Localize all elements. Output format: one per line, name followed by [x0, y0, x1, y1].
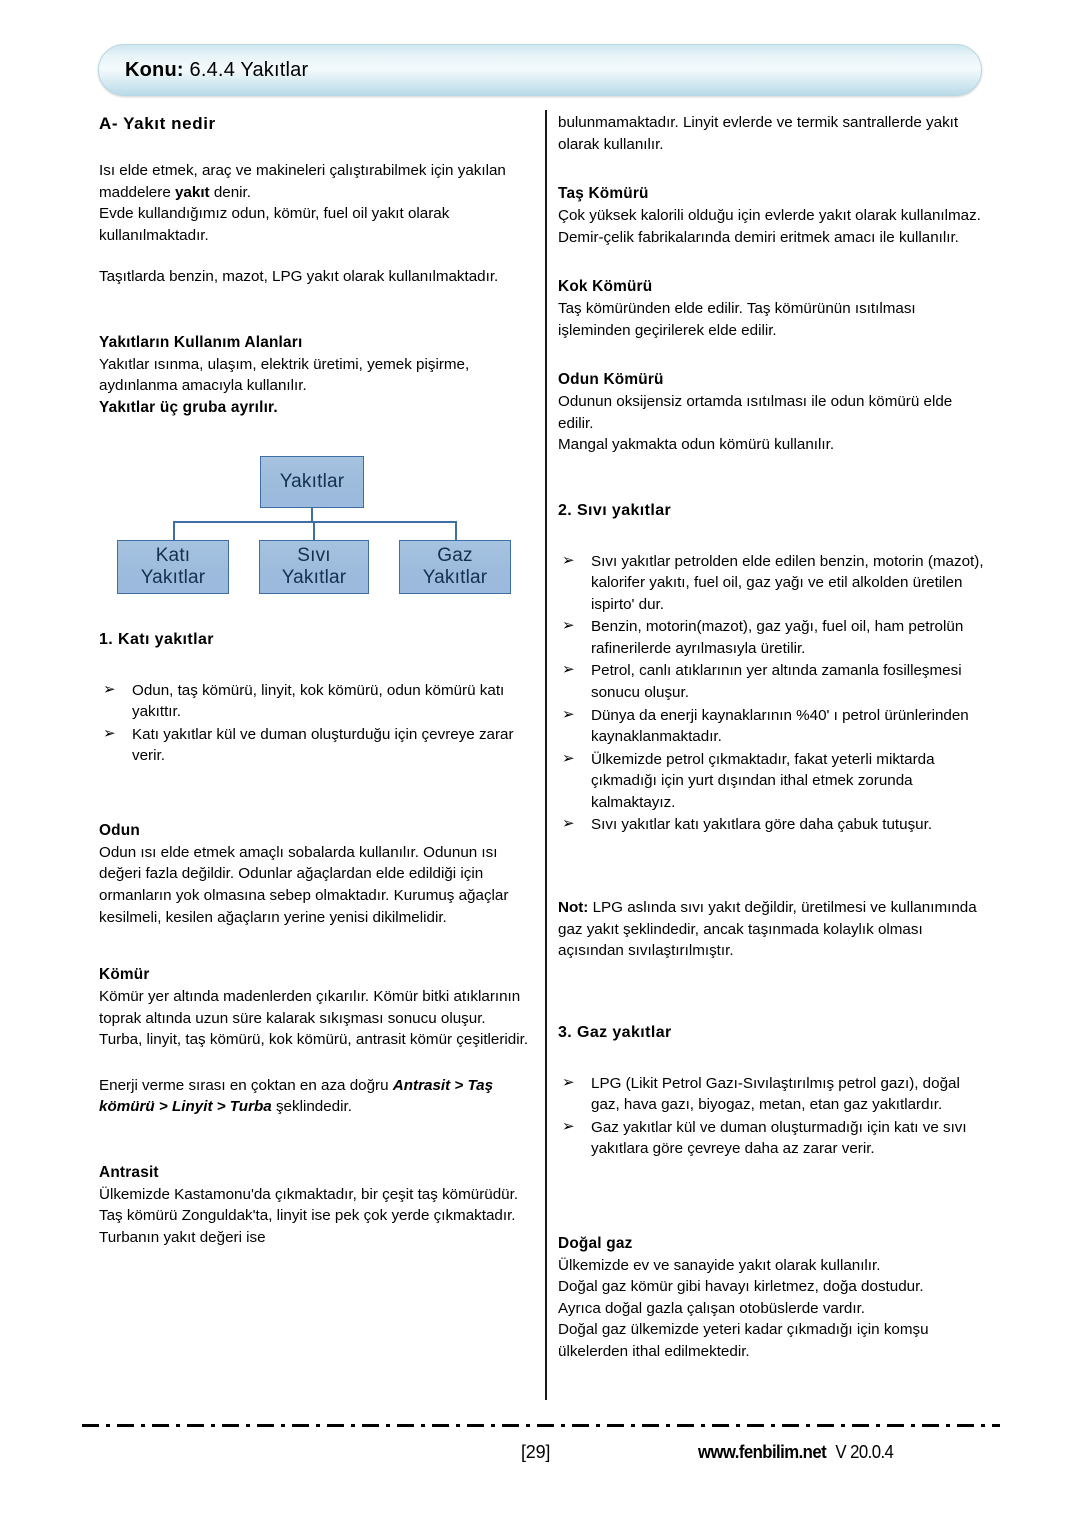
list-item-text: Gaz yakıtlar kül ve duman oluşturmadığı için katı ve sıvı yakıtlara göre çevreye daha az zarar verir. — [591, 1118, 967, 1158]
yakit-bold-term: yakıt — [174, 183, 210, 201]
usage-areas-title: Yakıtların Kullanım Alanları — [99, 334, 303, 352]
footer-divider — [82, 1424, 1000, 1427]
list-item — [99, 724, 529, 767]
column-divider — [545, 110, 547, 1400]
arrow-bullet-icon: ➢ — [562, 1117, 575, 1135]
list-item — [558, 814, 990, 836]
diagram-node-gaz-label — [423, 545, 488, 590]
diagram-node-kati-label — [141, 545, 206, 590]
list-item — [558, 1073, 990, 1116]
list-item — [558, 1117, 990, 1160]
dogalgaz-title: Doğal gaz — [558, 1234, 633, 1252]
topic-value: 6.4.4 Yakıtlar — [189, 58, 309, 81]
site-url: www.fenbilim.net — [698, 1442, 827, 1462]
arrow-bullet-icon: ➢ — [562, 705, 575, 723]
note-label: Not: — [558, 899, 589, 917]
diagram-node-gaz-line2: Yakıtlar — [422, 566, 488, 588]
version-label: V 20.0.4 — [835, 1442, 894, 1462]
diagram-node-gaz-line1: Gaz — [437, 544, 473, 566]
topic-header-bar — [98, 44, 982, 96]
arrow-bullet-icon: ➢ — [562, 661, 575, 679]
energy-order-suffix: şeklindedir. — [271, 1098, 352, 1116]
list-item — [558, 705, 990, 748]
diagram-node-kati-line2: Yakıtlar — [140, 566, 206, 588]
komur-text: Kömür yer altında madenlerden çıkarılır. Kömür bitki atıklarının toprak altında uzun süre kalarak sıkışması sonucu oluşur. Turba, linyit, taş kömürü, kok kömürü, antrasit kömür çeşitleridir. — [99, 988, 529, 1049]
list-item-text: Katı yakıtlar kül ve duman oluşturduğu için çevreye zarar verir. — [132, 725, 514, 765]
arrow-bullet-icon: ➢ — [103, 724, 116, 742]
list-item-text: LPG (Likit Petrol Gazı-Sıvılaştırılmış petrol gazı), doğal gaz, hava gazı, biyogaz, metan, etan gaz yakıtlardır. — [591, 1074, 960, 1114]
list-item-text: Sıvı yakıtlar petrolden elde edilen benzin, motorin (mazot), kalorifer yakıtı, fuel oil, gaz yağı ve etil alkolden üretilen ispirto' dur. — [591, 552, 984, 613]
diagram-node-kati-line1: Katı — [155, 544, 191, 566]
intro-p1-part-a: Isı elde etmek, araç ve makineleri çalıştırabilmek için yakılan maddelere — [99, 162, 506, 201]
site-credit — [698, 1442, 893, 1463]
odun-text: Odun ısı elde etmek amaçlı sobalarda kullanılır. Odunun ısı değeri fazla değildir. Odunlar ağaçlardan elde edildiği için ormanların yok olmasına sebep olmaktadır. Kurumuş ağaçlar kesilmeli, kesilen ağaçların yerine yenisi dikilmelidir. — [99, 843, 509, 926]
diagram-node-gaz-yakitlar — [399, 540, 511, 594]
gas-fuels-title: 3. Gaz yakıtlar — [558, 1023, 672, 1041]
dogalgaz-line-2: Doğal gaz kömür gibi havayı kirletmez, doğa dostudur. — [558, 1278, 924, 1296]
arrow-bullet-icon: ➢ — [103, 680, 116, 698]
left-column — [99, 112, 529, 1249]
usage-areas-text: Yakıtlar ısınma, ulaşım, elektrik üretimi, yemek pişirme, aydınlanma amacıyla kullanılır. — [99, 355, 470, 395]
arrow-bullet-icon: ➢ — [562, 749, 575, 767]
diagram-node-sivi-line1: Sıvı — [297, 544, 331, 566]
energy-order-sequence: Antrasit > Taş kömürü > Linyit > Turba — [99, 1076, 494, 1116]
diagram-node-sivi-label — [282, 545, 347, 590]
topic-header — [98, 44, 982, 96]
list-item — [558, 749, 990, 814]
diagram-connector-child-1 — [173, 521, 175, 540]
section-a-title: A- Yakıt nedir — [99, 114, 216, 133]
diagram-connector-root — [311, 508, 313, 522]
diagram-node-sivi-line2: Yakıtlar — [281, 566, 347, 588]
solid-fuels-title: 1. Katı yakıtlar — [99, 630, 214, 648]
note-text: LPG aslında sıvı yakıt değildir, üretilmesi ve kullanımında gaz yakıt şeklindedir, ancak taşınmada kolaylık olması açısından sıvılaştırılmıştır. — [558, 899, 977, 960]
odun-komuru-text-2: Mangal yakmakta odun kömürü kullanılır. — [558, 436, 835, 454]
tas-komuru-title: Taş Kömürü — [558, 185, 649, 203]
energy-order-paragraph — [99, 1075, 529, 1118]
odun-title: Odun — [99, 821, 140, 839]
gas-fuels-list — [558, 1073, 990, 1160]
list-item-text: Benzin, motorin(mazot), gaz yağı, fuel oil, ham petrolün rafinerilerde ayrılmasıyla üretilir. — [591, 618, 964, 657]
dogalgaz-line-3: Ayrıca doğal gazla çalışan otobüslerde vardır. — [558, 1299, 866, 1317]
diagram-connector-child-2 — [313, 521, 315, 540]
continued-text: bulunmamaktadır. Linyit evlerde ve termik santrallerde yakıt olarak kullanılır. — [558, 114, 959, 153]
intro-p1-part-b: denir. — [209, 183, 251, 201]
arrow-bullet-icon: ➢ — [562, 815, 575, 833]
antrasit-title: Antrasit — [99, 1163, 159, 1181]
fuel-classification-diagram — [99, 451, 529, 601]
intro-paragraph-1 — [99, 160, 529, 203]
list-item-text: Ülkemizde petrol çıkmaktadır, fakat yeterli miktarda çıkmadığı için yurt dışından ithal etmek zorunda kalmaktayız. — [591, 750, 935, 811]
diagram-node-root-label: Yakıtlar — [279, 470, 345, 492]
list-item — [558, 616, 990, 659]
page-number: [29] — [521, 1442, 551, 1462]
right-column — [558, 112, 990, 1363]
arrow-bullet-icon: ➢ — [562, 617, 575, 635]
topic-label: Konu: — [125, 58, 184, 81]
liquid-fuels-title: 2. Sıvı yakıtlar — [558, 501, 672, 519]
list-item — [558, 551, 990, 616]
list-item-text: Petrol, canlı atıklarının yer altında zamanla fosilleşmesi sonucu oluşur. — [591, 662, 962, 702]
page-title — [125, 59, 308, 82]
solid-fuels-list — [99, 680, 529, 767]
intro-paragraph-3: Taşıtlarda benzin, mazot, LPG yakıt olarak kullanılmaktadır. — [99, 268, 499, 286]
dogalgaz-line-4: Doğal gaz ülkemizde yeteri kadar çıkmadığı için komşu ülkelerden ithal edilmektedir. — [558, 1321, 929, 1361]
list-item — [99, 680, 529, 723]
list-item-text: Sıvı yakıtlar katı yakıtlara göre daha çabuk tutuşur. — [591, 816, 933, 834]
list-item — [558, 660, 990, 703]
kok-komuru-title: Kok Kömürü — [558, 278, 653, 296]
arrow-bullet-icon: ➢ — [562, 1073, 575, 1091]
odun-komuru-title: Odun Kömürü — [558, 371, 664, 389]
diagram-node-sivi-yakitlar — [259, 540, 369, 594]
energy-order-prefix: Enerji verme sırası en çoktan en aza doğru — [99, 1076, 393, 1094]
kok-komuru-text: Taş kömüründen elde edilir. Taş kömürünün ısıtılması işleminden geçirilerek elde edilir. — [558, 300, 916, 339]
liquid-fuels-list — [558, 551, 990, 837]
komur-title: Kömür — [99, 966, 150, 984]
odun-komuru-text-1: Odunun oksijensiz ortamda ısıtılması ile odun kömürü elde edilir. — [558, 393, 953, 432]
list-item-text: Dünya da enerji kaynaklarının %40' ı petrol ürünlerinden kaynaklanmaktadır. — [591, 706, 969, 746]
diagram-node-yakitlar — [260, 456, 364, 508]
intro-paragraph-2: Evde kullandığımız odun, kömür, fuel oil yakıt olarak kullanılmaktadır. — [99, 205, 450, 244]
diagram-node-kati-yakitlar — [117, 540, 229, 594]
note-paragraph — [558, 897, 990, 962]
three-groups-line: Yakıtlar üç gruba ayrılır. — [99, 399, 278, 417]
arrow-bullet-icon: ➢ — [562, 551, 575, 569]
antrasit-text: Ülkemizde Kastamonu'da çıkmaktadır, bir çeşit taş kömürüdür. Taş kömürü Zonguldak'ta, linyit ise pek çok yerde çıkmaktadır. Turbanın yakıt değeri ise — [99, 1185, 519, 1246]
tas-komuru-text: Çok yüksek kalorili olduğu için evlerde yakıt olarak kullanılmaz. Demir-çelik fabrikalarında demiri eritmek amacı ile kullanılır. — [558, 207, 981, 246]
diagram-connector-child-3 — [455, 521, 457, 540]
list-item-text: Odun, taş kömürü, linyit, kok kömürü, odun kömürü katı yakıttır. — [132, 681, 505, 721]
dogalgaz-line-1: Ülkemizde ev ve sanayide yakıt olarak kullanılır. — [558, 1256, 881, 1274]
footer — [82, 1442, 1000, 1482]
